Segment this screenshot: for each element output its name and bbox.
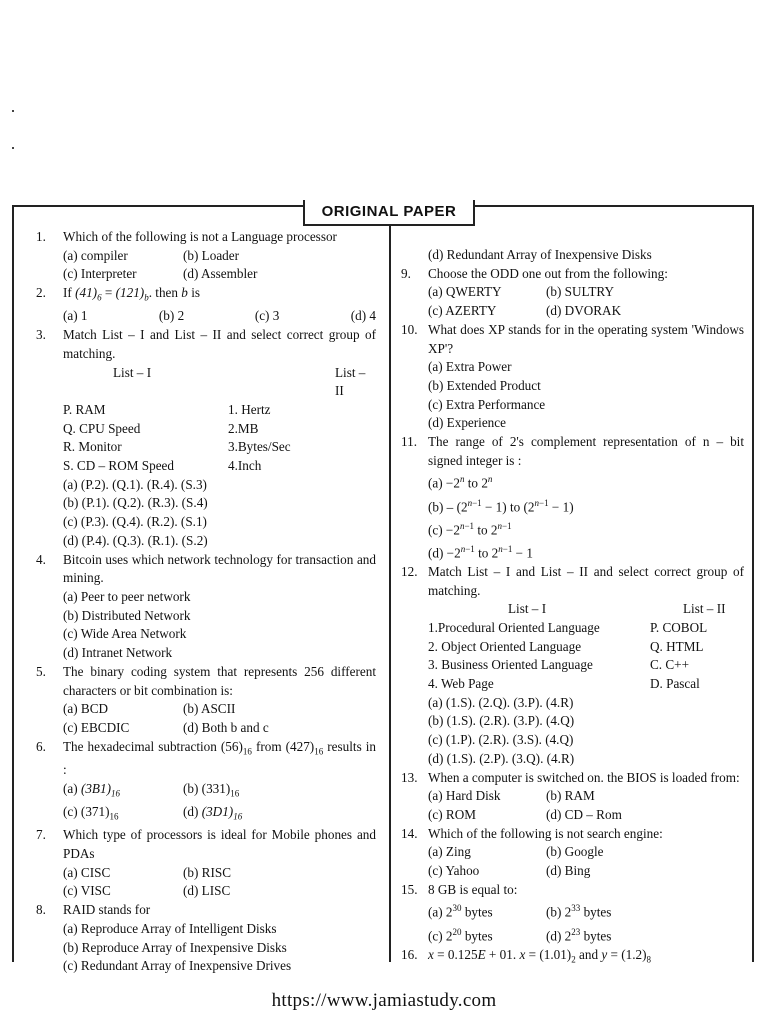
column-divider (389, 205, 391, 962)
options: (c) Yahoo (d) Bing (428, 863, 591, 879)
option: (d) (1.S). (2.P). (3.Q). (4.R) (428, 750, 575, 766)
question-10: 10. What does XP stands for in the operating system 'Windows XP'? (401, 321, 744, 356)
options: (a) compiler (b) Loader (63, 247, 240, 263)
option: $(a) -2^n$ to 2$^n$ (428, 474, 493, 491)
options: (c) $2^{20}$ bytes (d) $2^{23}$ bytes (428, 926, 612, 943)
options: (a) $(3B1)_{16}$ (b) $(331)_{16}$ (63, 780, 240, 799)
question-12: 12. Match List – I and List – II and select correct group of matching. (401, 563, 744, 598)
margin-dot (12, 110, 14, 112)
question-5: 5. The binary coding system that represents 256 different characters or bit combination is: (36, 663, 376, 698)
margin-dot (12, 147, 14, 149)
options: (a) BCD (b) ASCII (63, 701, 236, 717)
option: $(d) -2^{n-1}$ to $2^{n-1} - 1$ (428, 543, 533, 561)
option: (c) Wide Area Network (63, 626, 187, 642)
question-8: 8. RAID stands for (36, 902, 151, 918)
match-row: S. CD – ROM Speed 4.Inch (63, 458, 262, 474)
option: (a) (1.S). (2.Q). (3.P). (4.R) (428, 694, 574, 710)
option: (d) Intranet Network (63, 645, 173, 661)
question-14: 14. Which of the following is not search engine: (401, 825, 663, 841)
option: (d) (P.4). (Q.3). (R.1). (S.2) (63, 532, 208, 548)
options: (c) Interpreter (d) Assembler (63, 266, 258, 282)
option: (d) Experience (428, 415, 506, 431)
question-7: 7. Which type of processors is ideal for Mobile phones and PDAs (36, 827, 376, 862)
options: (c) ROM (d) CD – Rom (428, 806, 622, 822)
page-frame-left (12, 205, 14, 962)
option: (a) (P.2). (Q.1). (R.4). (S.3) (63, 476, 207, 492)
option: (d) Redundant Array of Inexpensive Disks (428, 247, 652, 262)
options: (a) QWERTY (b) SULTRY (428, 284, 615, 300)
options: (c) VISC (d) LISC (63, 883, 231, 899)
match-header: List – I List – II (113, 364, 366, 399)
options: (a) Hard Disk (b) RAM (428, 788, 595, 804)
question-16: 16. x = 0.125E + 01. $x = (1.01)_2$ and $y = (1.2)_8$ (401, 946, 744, 969)
match-row: R. Monitor 3.Bytes/Sec (63, 439, 291, 455)
option: (c) (P.3). (Q.4). (R.2). (S.1) (63, 514, 207, 530)
option: $(b) - (2^{n-1} - 1)$ to $(2^{n-1} - 1)$ (428, 497, 574, 514)
question-4: 4. Bitcoin uses which network technology for transaction and mining. (36, 551, 376, 586)
options: (a) Zing (b) Google (428, 844, 604, 860)
options: (a) $2^{30}$ bytes (b) $2^{33}$ bytes (428, 903, 612, 920)
question-3: 3. Match List – I and List – II and select correct group of matching. (36, 327, 376, 361)
question-2-text: If $(41)_6 = (121)_b$. then b is (63, 285, 200, 303)
option: (b) Extended Product (428, 377, 541, 393)
match-row: 4. Web Page D. Pascal (428, 676, 700, 692)
option: (b) Reproduce Array of Inexpensive Disks (63, 939, 287, 955)
options: (a) 1 (b) 2 (c) 3 (d) 4 (63, 308, 376, 324)
option: (c) Extra Performance (428, 396, 546, 412)
option: (a) Reproduce Array of Intelligent Disks (63, 920, 277, 936)
match-row: Q. CPU Speed 2.MB (63, 420, 259, 436)
match-row: 1.Procedural Oriented Language P. COBOL (428, 619, 708, 635)
page-frame-right (752, 205, 754, 962)
question-13: 13. When a computer is switched on. the BIOS is loaded from: (401, 769, 740, 785)
option: (b) Distributed Network (63, 607, 191, 623)
match-row: 2. Object Oriented Language Q. HTML (428, 638, 704, 654)
options: (a) CISC (b) RISC (63, 864, 231, 880)
match-row: 3. Business Oriented Language C. C++ (428, 657, 690, 673)
option: (c) (1.P). (2.R). (3.S). (4.Q) (428, 732, 574, 748)
options: (c) AZERTY (d) DVORAK (428, 303, 622, 319)
question-9: 9. Choose the ODD one out from the following: (401, 265, 668, 281)
footer-url: https://www.jamiastudy.com (271, 990, 497, 1011)
question-6-text: The hexadecimal subtraction $(56)_{16}$ from $(427)_{16}$ results in : (63, 738, 377, 777)
question-11: 11. The range of 2's complement representation of n – bit signed integer is : (401, 434, 744, 468)
option: (c) Redundant Array of Inexpensive Drives (63, 958, 292, 974)
page-title: ORIGINAL PAPER (303, 200, 475, 226)
right-column (401, 246, 744, 969)
options: (c) $(371)_{16}$ (d) $(3D1)_{16}$ (63, 804, 243, 822)
match-row: P. RAM 1. Hertz (63, 401, 271, 417)
question-16-text: x = 0.125E + 01. $x = (1.01)_2$ and $y = (1.2)_8$ (428, 946, 652, 965)
question-6: 6. The hexadecimal subtraction $(56)_{16}$ from $(427)_{16}$ results in : (36, 738, 376, 780)
match-header: List – I List – II (508, 601, 726, 617)
option: (b) (1.S). (2.R). (3.P). (4.Q) (428, 713, 575, 729)
question-2: 2. If $(41)_6 = (121)_b$. then b is (36, 284, 376, 307)
question-15: 15. 8 GB is equal to: (401, 881, 518, 897)
option: (b) (P.1). (Q.2). (R.3). (S.4) (63, 495, 208, 511)
option: $(c) -2^{n-1}$ to $2^{n-1}$ (428, 520, 512, 538)
option: (a) Peer to peer network (63, 589, 191, 604)
option: (a) Extra Power (428, 359, 512, 375)
question-1: 1. Which of the following is not a Language processor (36, 229, 337, 244)
left-column (36, 228, 376, 976)
options: (c) EBCDIC (d) Both b and c (63, 719, 269, 735)
